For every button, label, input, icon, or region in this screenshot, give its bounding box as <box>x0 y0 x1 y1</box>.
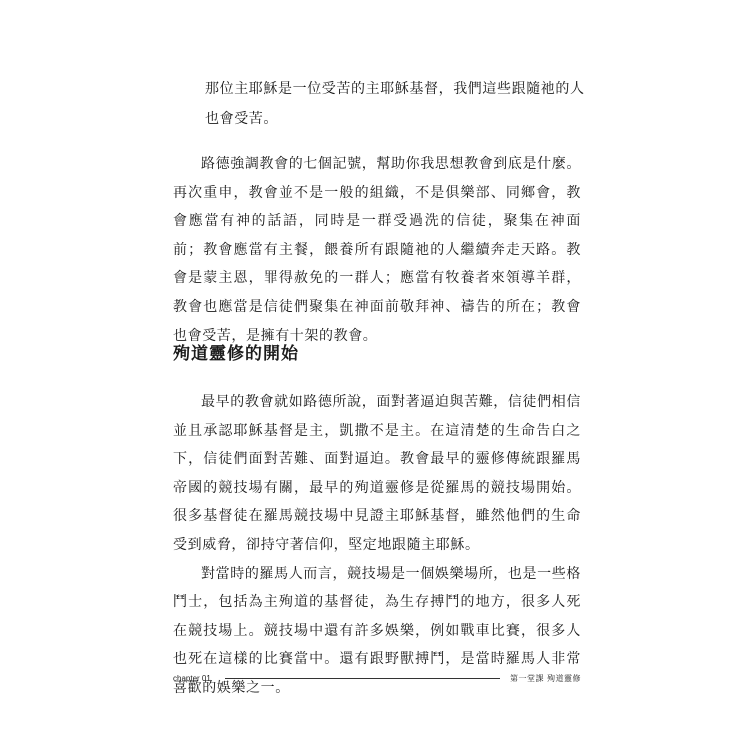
body-paragraph: 對當時的羅馬人而言，競技場是一個娛樂場所，也是一些格鬥士，包括為主殉道的基督徒，為生存搏鬥的地方，很多人死在競技場上。競技場中還有許多娛樂，例如戰車比賽，很多人也死在這樣的比賽當中。還有跟野獸搏鬥，是當時羅馬人非常喜歡的娛樂之一。 <box>173 565 581 696</box>
body-paragraph: 最早的教會就如路德所說，面對著逼迫與苦難，信徒們相信並且承認耶穌基督是主，凱撒不是主。在這清楚的生命告白之下，信徒們面對苦難、面對逼迫。教會最早的靈修傳統跟羅馬帝國的競技場有關，最早的殉道靈修是從羅馬的競技場開始。很多基督徒在羅馬競技場中見證主耶穌基督，雖然他們的生命受到威脅，卻持守著信仰，堅定地跟隨主耶穌。 <box>173 394 581 553</box>
chapter-title: 第一堂課 殉道靈修 <box>509 673 581 683</box>
section-1-body <box>173 150 581 350</box>
section-2-body <box>173 388 581 703</box>
body-paragraph: 路德強調教會的七個記號，幫助你我思想教會到底是什麼。再次重申，教會並不是一般的組織，不是俱樂部、同鄉會，教會應當有神的話語，同時是一群受過洗的信徒，聚集在神面前；教會應當有主餐，餵養所有跟隨祂的人繼續奔走天路。教會是蒙主恩，罪得赦免的一群人；應當有牧養者來領導羊群，教會也應當是信徒們聚集在神面前敬拜神、禱告的所在；教會也會受苦，是擁有十架的教會。 <box>173 156 581 344</box>
page-footer <box>173 670 581 686</box>
chapter-label: chapter 01 <box>173 673 211 683</box>
block-quote <box>205 74 585 134</box>
section-heading: 殉道靈修的開始 <box>173 344 299 364</box>
quote-text: 那位主耶穌是一位受苦的主耶穌基督，我們這些跟隨祂的人也會受苦。 <box>205 81 585 127</box>
footer-rule <box>225 678 500 679</box>
